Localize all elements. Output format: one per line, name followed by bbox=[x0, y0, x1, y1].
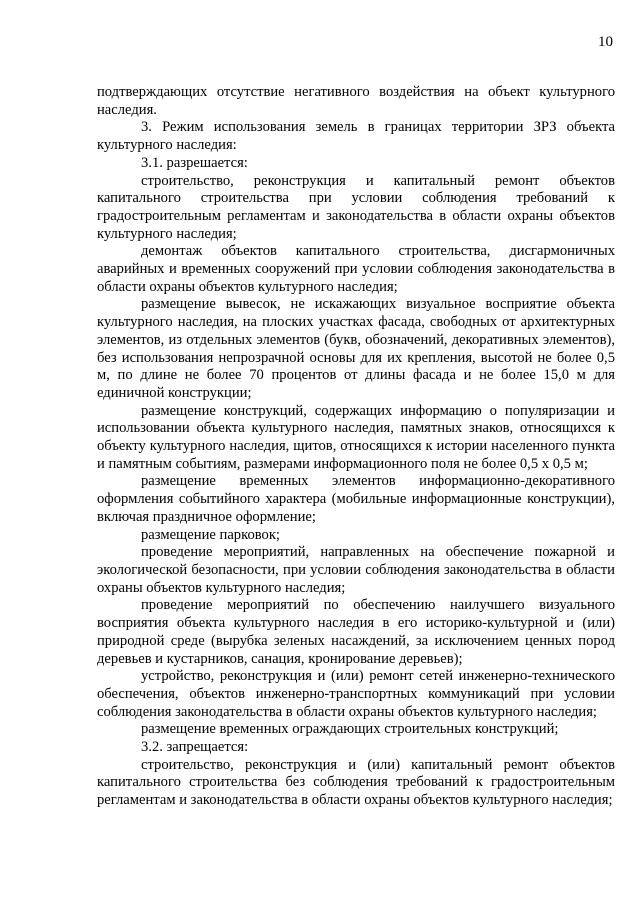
paragraph-permitted-safety-measures: проведение мероприятий, направленных на обеспечение пожарной и экологической безопасности, при условии соблюдения законодательства в области охраны объектов культурного наследия; bbox=[97, 544, 615, 596]
paragraph-permitted-demolition: демонтаж объектов капитального строительства, дисгармоничных аварийных и временных сооружений при условии соблюдения законодательства в области охраны объектов культурного наследия; bbox=[97, 243, 615, 295]
paragraph-permitted-temporary-decor: размещение временных элементов информационно-декоративного оформления событийного характера (мобильные информационные конструкции), включая праздничное оформление; bbox=[97, 473, 615, 525]
paragraph-permitted-utility-networks: устройство, реконструкция и (или) ремонт сетей инженерно-технического обеспечения, объектов инженерно-транспортных коммуникаций при условии соблюдения законодательства в области охраны объектов культурного наследия; bbox=[97, 668, 615, 720]
paragraph-subsection-3-1-heading: 3.1. разрешается: bbox=[141, 154, 248, 171]
paragraph-section-3-heading: 3. Режим использования земель в границах территории ЗРЗ объекта культурного наследия: bbox=[97, 119, 615, 154]
paragraph-permitted-parking: размещение парковок; bbox=[141, 526, 280, 543]
paragraph-subsection-3-2-heading: 3.2. запрещается: bbox=[141, 739, 249, 756]
paragraph-permitted-signage: размещение вывесок, не искажающих визуальное восприятие объекта культурного наследия, на плоских участках фасада, свободных от архитектурных элементов, из отдельных элементов (букв, обозначений, декоративных элементов), без использования непрозрачной основы для их крепления, высотой не более 0,5 м, по длине не более 70 процентов от длины фасада и не более 15,0 м для единичной конструкции; bbox=[97, 296, 615, 401]
paragraph-prohibited-construction: строительство, реконструкция и (или) капитальный ремонт объектов капитального строительства без соблюдения требований к градостроительным регламентам и законодательства в области охраны объектов культурного наследия; bbox=[97, 756, 615, 809]
paragraph-permitted-construction: строительство, реконструкция и капитальный ремонт объектов капитального строительства при условии соблюдения требований к градостроительным регламентам и законодательства в области охраны объектов культурного наследия; bbox=[97, 172, 615, 242]
paragraph-continuation: подтверждающих отсутствие негативного воздействия на объект культурного наследия. bbox=[97, 84, 615, 118]
document-body bbox=[97, 84, 615, 810]
page-number: 10 bbox=[598, 34, 613, 50]
paragraph-permitted-info-structures: размещение конструкций, содержащих информацию о популяризации и использовании объекта культурного наследия, памятных знаков, относящихся к объекту культурного наследия, щитов, относящихся к истории населенного пункта и памятным событиям, размерами информационного поля не более 0,5 х 0,5 м; bbox=[97, 402, 615, 472]
paragraph-permitted-visual-measures: проведение мероприятий по обеспечению наилучшего визуального восприятия объекта культурного наследия в его историко-культурной и (или) природной среде (вырубка зеленых насаждений, за исключением ценных пород деревьев и кустарников, санация, кронирование деревьев); bbox=[97, 597, 615, 667]
paragraph-permitted-temporary-fencing: размещение временных ограждающих строительных конструкций; bbox=[141, 721, 559, 738]
